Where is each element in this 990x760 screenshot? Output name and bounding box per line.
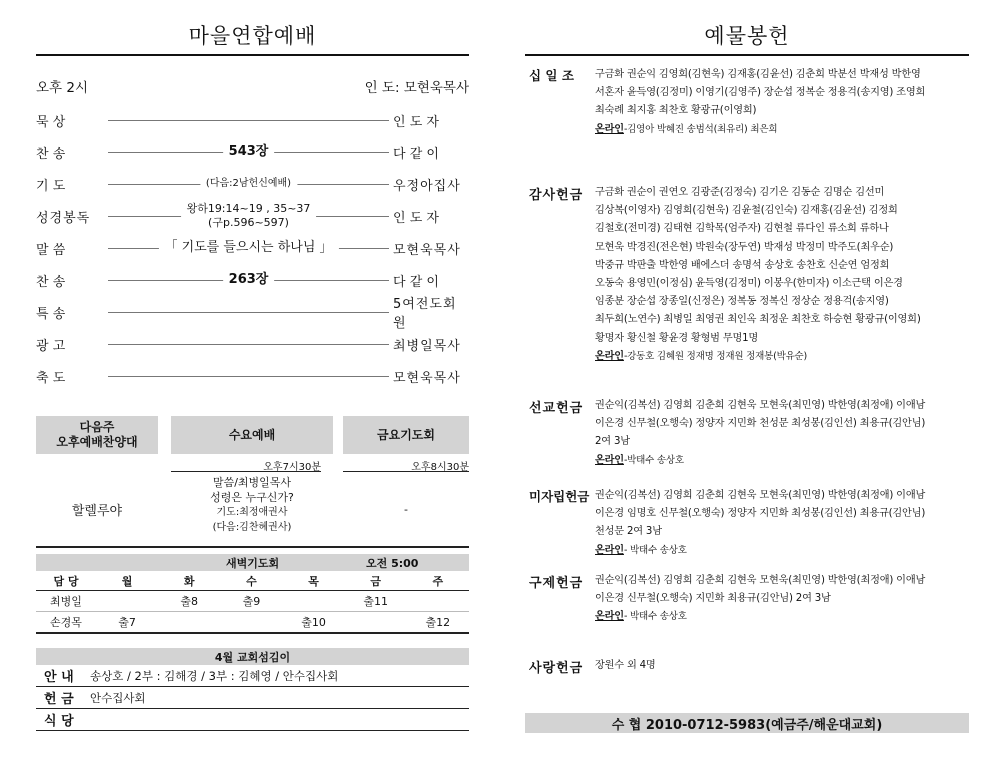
service-item-leader-line (108, 200, 389, 232)
online-names: -박태수 송상호 (623, 454, 684, 466)
offering-line: 최숙례 최지홍 최찬호 황광규(이영희) (595, 105, 757, 117)
weekly-schedule (36, 416, 469, 548)
dawn-cell (345, 612, 407, 634)
offering-names (595, 397, 969, 470)
service-item-person: 모현욱목사 (393, 370, 461, 386)
offering-group (525, 572, 969, 627)
service-item-detail: 「 기도를 들으시는 하나님 」 (158, 241, 338, 255)
offering-line: 최두희(노연수) 최병일 최영권 최인옥 최정운 최찬호 하승현 황광규(이영희) (595, 314, 921, 326)
service-item-leader-line (108, 296, 389, 328)
offering-label: 구제헌금 (529, 576, 584, 591)
dawn-cell (407, 591, 469, 612)
offering-line: 김상복(이영자) 김영희(김현욱) 김윤철(김인숙) 김재홍(김윤선) 김정희 (595, 205, 898, 217)
online-offering (595, 348, 969, 366)
order-of-service (36, 104, 469, 392)
service-item-person: 다 같 이 (393, 146, 439, 162)
offering-line: 권순익(김복선) 김영희 김춘희 김현욱 모현욱(최민영) 박한영(최정애) 이애남 (595, 400, 926, 411)
service-item (36, 264, 469, 296)
online-names: -강동호 김혜원 정재명 정재원 정재봉(박유순) (623, 350, 808, 362)
offering-line: 김철호(전미경) 김태현 김학목(엄주자) 김현철 류다인 류소희 류하나 (595, 223, 889, 235)
offering-names (595, 66, 969, 139)
dawn-cell: 출12 (407, 612, 469, 634)
church-servants (36, 648, 469, 731)
service-item-label: 특 송 (36, 306, 66, 322)
service-item (36, 104, 469, 136)
offering-group (525, 184, 969, 366)
dawn-header: 화 (158, 571, 220, 591)
dawn-cell (96, 591, 158, 612)
offering-names (595, 184, 969, 366)
dawn-leader: 손경목 (36, 612, 96, 634)
dawn-title: 새벽기도회 (226, 556, 280, 570)
offering-line: 장원수 외 4명 (595, 660, 656, 671)
wed-service-header: 수요예배 (171, 416, 333, 454)
service-item (36, 360, 469, 392)
offering-line: 이은경 신무철(오행숙) 지민화 최용규(김안님) 2여 3남 (595, 593, 831, 605)
offering-label: 사랑헌금 (529, 661, 584, 676)
service-item-person: 우정아집사 (393, 178, 461, 194)
service-item-detail: 263장 (223, 273, 275, 287)
offering-group (525, 487, 969, 560)
offering-label: 십 일 조 (529, 68, 574, 83)
offering-label: 선교헌금 (529, 401, 584, 416)
service-item-person: 5여전도회원 (393, 297, 457, 331)
bank-account: 수 협 2010-0712-5983(예금주/해운대교회) (525, 713, 969, 733)
offering-line: 이은경 임명호 신무철(오행숙) 정양자 지민화 최성봉(김인선) 최용규(김안님) (595, 508, 926, 520)
service-header (36, 76, 469, 98)
wed-time: 오후7시30분 (171, 458, 321, 472)
service-item-leader-line (108, 168, 389, 200)
online-label: 온라인 (595, 544, 624, 556)
offering-line: 구금화 권순익 김영희(김현욱) 김재홍(김윤선) 김춘희 박분선 박재성 박한영 (595, 69, 921, 80)
dawn-cell (158, 612, 220, 634)
worship-page (36, 0, 469, 729)
offering-line: 박중규 박판출 박한영 배에스더 송명석 송상호 송찬호 신순연 엄정희 (595, 259, 890, 271)
offering-names (595, 487, 969, 560)
duty-title: 4월 교회섬김이 (36, 648, 469, 665)
online-names: -김영아 박혜진 송범석(최유리) 최은희 (623, 123, 778, 135)
service-leader: 인 도: 모현욱목사 (364, 80, 469, 96)
service-item-leader-line (108, 104, 389, 136)
duty-row (36, 687, 469, 709)
duty-value: 안수집사회 (90, 690, 146, 705)
dawn-time: 오전 5:00 (366, 556, 419, 570)
offering-group (525, 657, 969, 676)
wed-line: 성령은 누구신가? (210, 491, 294, 504)
dawn-header: 월 (96, 571, 158, 591)
choir-header: 다음주 오후예배찬양대 (36, 416, 158, 454)
online-label: 온라인 (595, 454, 624, 466)
offering-group (525, 397, 969, 470)
service-item-leader-line (108, 136, 389, 168)
service-item (36, 136, 469, 168)
offering-line: 황명자 황신철 황윤경 황형범 무명1명 (595, 332, 759, 344)
duty-row (36, 665, 469, 687)
service-item (36, 328, 469, 360)
dawn-cell: 출9 (220, 591, 282, 612)
dawn-cell (282, 591, 344, 612)
offering-page (525, 0, 969, 733)
service-item (36, 200, 469, 232)
offering-line: 이은경 신무철(오행숙) 정양자 지민화 천성문 최성봉(김인선) 최용규(김안님) (595, 418, 926, 430)
dawn-prayer-table (36, 554, 469, 634)
duty-key: 헌 금 (44, 692, 74, 707)
service-item-detail: 왕하19:14~19 , 35~37 (구p.596~597) (181, 202, 317, 230)
online-offering (595, 542, 969, 560)
service-item-label: 찬 송 (36, 274, 66, 290)
offering-line: 권순익(김복선) 김영희 김춘희 김현욱 모현욱(최민영) 박한영(최정애) 이애남 (595, 575, 926, 586)
service-item (36, 232, 469, 264)
service-item-leader-line (108, 328, 389, 360)
offering-line: 구금화 권순이 권연오 김광준(김정숙) 김기은 김동순 김명순 김선미 (595, 187, 885, 198)
dawn-header: 목 (282, 571, 344, 591)
offering-line: 천성문 2여 3남 (595, 526, 662, 538)
dawn-cell (220, 612, 282, 634)
offering-names (595, 572, 969, 627)
wed-service-detail (171, 472, 333, 546)
online-label: 온라인 (595, 350, 624, 362)
service-item-label: 성경봉독 (36, 210, 91, 226)
dawn-header: 수 (220, 571, 282, 591)
fri-prayer-header: 금요기도회 (343, 416, 469, 454)
dawn-header: 주 (407, 571, 469, 591)
service-item-person: 최병일목사 (393, 338, 461, 354)
service-item (36, 168, 469, 200)
fri-prayer-detail: - (404, 502, 408, 516)
offering-label: 미자립헌금 (529, 489, 590, 504)
dawn-cell: 출10 (282, 612, 344, 634)
offering-line: 권순익(김복선) 김영희 김춘희 김현욱 모현욱(최민영) 박한영(최정애) 이애남 (595, 490, 926, 501)
offering-line: 임종분 장순섭 장종일(신정은) 정복동 정복신 정상순 정용걱(송지영) (595, 296, 889, 308)
duty-value: 송상호 / 2부 : 김해경 / 3부 : 김혜영 / 안수집사회 (90, 668, 339, 683)
online-names: - 박태수 송상호 (623, 544, 687, 556)
service-item-label: 광 고 (36, 338, 66, 354)
service-item-label: 축 도 (36, 370, 66, 386)
service-item (36, 296, 469, 331)
online-names: - 박태수 송상호 (623, 611, 687, 623)
service-item-label: 찬 송 (36, 146, 66, 162)
offering-line: 모현욱 박경진(전은현) 박원숙(장두연) 박재성 박정미 박주도(최우순) (595, 241, 894, 253)
service-item-label: 말 씀 (36, 242, 66, 258)
online-offering (595, 608, 969, 626)
duty-row (36, 709, 469, 731)
online-offering (595, 452, 969, 470)
online-label: 온라인 (595, 611, 624, 623)
offering-line: 서혼자 윤득영(김정미) 이영기(김영주) 장순섭 정복순 정용걱(송지영) 조영희 (595, 87, 926, 99)
service-item-detail: (다음:2남헌신예배) (200, 177, 297, 191)
dawn-cell: 출7 (96, 612, 158, 634)
wed-line: 말씀/최병일목사 (212, 476, 292, 489)
wed-line: 기도:최정애권사 (216, 507, 288, 518)
dawn-leader: 최병일 (36, 591, 96, 612)
service-item-label: 묵 상 (36, 114, 66, 130)
service-item-label: 기 도 (36, 178, 66, 194)
fri-time: 오후8시30분 (343, 458, 469, 472)
offering-line: 오동숙 용영민(이정심) 윤득영(김정미) 이봉우(한미자) 이소근택 이은경 (595, 278, 903, 290)
service-item-leader-line (108, 360, 389, 392)
dawn-cell: 출8 (158, 591, 220, 612)
online-label: 온라인 (595, 123, 624, 135)
dawn-cell: 출11 (345, 591, 407, 612)
wed-line: (다음:김찬혜권사) (212, 522, 292, 533)
offering-group (525, 66, 969, 139)
service-time: 오후 2시 (36, 80, 89, 96)
service-item-person: 다 같 이 (393, 274, 439, 290)
service-item-person: 인 도 자 (393, 210, 439, 226)
service-item-leader-line (108, 264, 389, 296)
service-item-person: 모현욱목사 (393, 242, 461, 258)
online-offering (595, 121, 969, 139)
choir-name: 할렐루야 (71, 503, 123, 519)
service-item-leader-line (108, 232, 389, 264)
service-item-person: 인 도 자 (393, 114, 439, 130)
offering-line: 2여 3남 (595, 436, 630, 448)
service-item-detail: 543장 (223, 145, 275, 159)
worship-title: 마을연합예배 (188, 24, 317, 48)
offering-names (595, 657, 969, 676)
duty-key: 안 내 (44, 670, 74, 685)
offering-title: 예물봉헌 (704, 24, 790, 48)
dawn-header: 금 (345, 571, 407, 591)
dawn-header: 담 당 (36, 571, 96, 591)
duty-key: 식 당 (44, 714, 74, 729)
offering-label: 감사헌금 (529, 188, 584, 203)
